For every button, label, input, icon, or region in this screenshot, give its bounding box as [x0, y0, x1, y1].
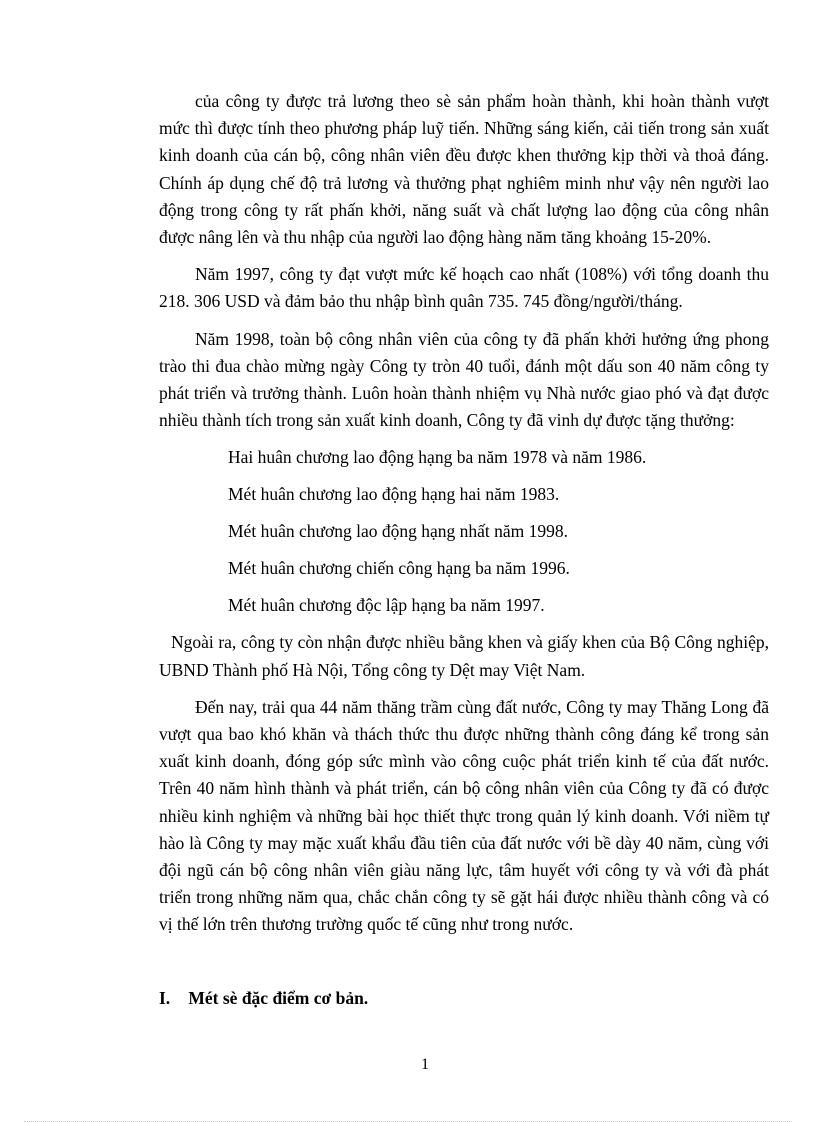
award-item: Mét huân chương độc lập hạng ba năm 1997. — [228, 595, 545, 616]
awards-list — [159, 444, 769, 619]
section-heading — [159, 988, 368, 1009]
paragraph-salary: của công ty được trả lương theo sè sản phẩm hoàn thành, khi hoàn thành vượt mức thì được tính theo phương pháp luỹ tiến. Những sáng kiến, cải tiến trong sản xuất kinh doanh của cán bộ, công nhân viên đều được khen thưởng kịp thời và thoả đáng. Chính áp dụng chế độ trả lương và thưởng phạt nghiêm minh như vậy nên người lao động trong công ty rất phấn khởi, năng suất và chất lượng lao động của công nhân được nâng lên và thu nhập của người lao động hàng năm tăng khoảng 15-20%. — [159, 91, 769, 248]
award-item: Hai huân chương lao động hạng ba năm 1978 và năm 1986. — [228, 447, 647, 468]
body-text — [159, 88, 769, 949]
section-number: I. — [159, 988, 171, 1008]
award-item: Mét huân chương lao động hạng hai năm 1983. — [228, 484, 560, 505]
page-number: 1 — [421, 1056, 429, 1073]
award-item: Mét huân chương chiến công hạng ba năm 1996. — [228, 558, 570, 579]
page-bottom-divider — [24, 1121, 792, 1122]
paragraph-1998: Năm 1998, toàn bộ công nhân viên của công ty đã phấn khởi hưởng ứng phong trào thi đua chào mừng ngày Công ty tròn 40 tuổi, đánh một dấu son 40 năm công ty phát triển và trưởng thành. Luôn hoàn thành nhiệm vụ Nhà nước giao phó và đạt được nhiều thành tích trong sản xuất kinh doanh, Công ty đã vinh dự được tặng thưởng: — [159, 328, 769, 431]
paragraph-other-awards: Ngoài ra, công ty còn nhận được nhiều bằng khen và giấy khen của Bộ Công nghiệp, UBND Thành phố Hà Nội, Tổng công ty Dệt may Việt Nam. — [159, 632, 769, 680]
section-title: Mét sè đặc điểm cơ bản. — [188, 988, 369, 1008]
award-item: Mét huân chương lao động hạng nhất năm 1998. — [228, 521, 568, 542]
paragraph-closing: Đến nay, trải qua 44 năm thăng trầm cùng đất nước, Công ty may Thăng Long đã vượt qua bao khó khăn và thách thức thu được những thành công đáng kể trong sản xuất kinh doanh, đóng góp sức mình vào công cuộc phát triển kinh tế của đất nước. Trên 40 năm hình thành và phát triển, cán bộ công nhân viên của Công ty đã có được nhiều kinh nghiệm và những bài học thiết thực trong quản lý kinh doanh. Với niềm tự hào là Công ty may mặc xuất khẩu đầu tiên của đất nước với bề dày 40 năm, cùng với đội ngũ cán bộ công nhân viên giàu năng lực, tâm huyết với công ty và với đà phát triển trong những năm qua, chắc chắn công ty sẽ gặt hái được nhiều thành công và có vị thế lớn trên thương trường quốc tế cũng như trong nước. — [159, 696, 769, 935]
paragraph-1997: Năm 1997, công ty đạt vượt mức kế hoạch cao nhất (108%) với tổng doanh thu 218. 306 USD và đảm bảo thu nhập bình quân 735. 745 đồng/người/tháng. — [159, 264, 769, 312]
